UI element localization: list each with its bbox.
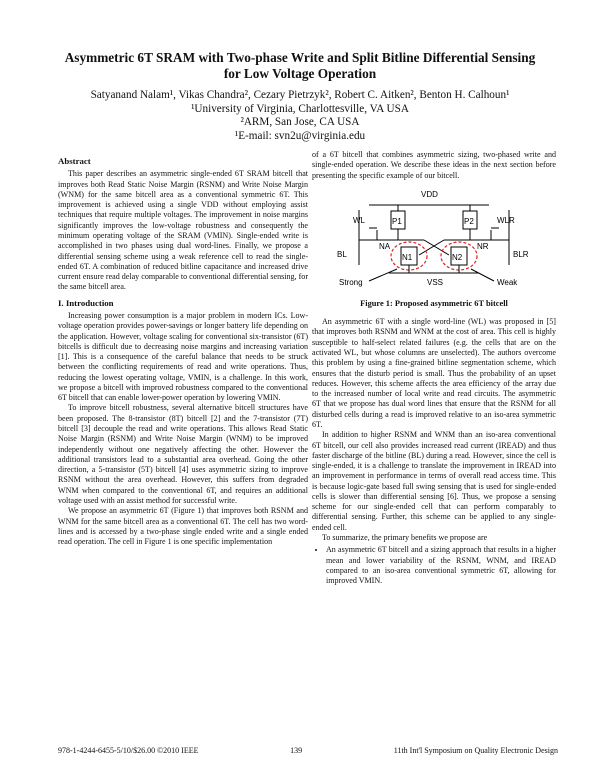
right-column	[312, 150, 556, 586]
vdd-label: VDD	[421, 189, 438, 199]
abstract-text: This paper describes an asymmetric single-ended 6T SRAM bitcell that improves both Read Static Noise Margin (RSNM) and Write Noise Margin (WNM) for the same bitcell area as a conventional symmetric 6T. This improvement is achieved using a single VDD without employing assist techniques that require multiple voltages. The improvement in noise margins significantly improves the low-voltage robustness and consequently the minimum operating voltage of the SRAM (VMIN). Single-ended write is accomplished in two phases using dual word-lines. Finally, we propose a differential sensing scheme using a weak reference cell to read the single-ended 6T. A combination of reduced bitline capacitance and increased drive current ensure read delay comparable to conventional differential sensing, for the same bitcell area.	[58, 169, 308, 292]
left-column	[58, 156, 308, 547]
intro-paragraph-3: We propose an asymmetric 6T (Figure 1) that improves both RSNM and WNM for the same bitcell area as a conventional 6T. The cell has two word-lines and is accessed by a two-phase single ended write and a single ended read operation. The cell in Figure 1 is one specific implementation	[58, 506, 308, 547]
weak-label: Weak	[497, 277, 518, 287]
right-paragraph-2: An asymmetric 6T with a single word-line (WL) was proposed in [5] that improves both RSNM and WNM at the cost of area. This cell is highly susceptible to half-select related failures (e.g. the cells that are on the activated WL, but whose columns are unselected). The authors overcome this problem by using a fine-grained bitline segmentation scheme, which ensures that the disturb period is small. Thus the probability of an upset reduces. However, this scheme affects the area efficiency of the array due to the increased number of local write and read circuits. The asymmetric 6T that we propose has dual word lines that ensure that the RSNM for all disturbed cells during a read is improved relative to an iso-area symmetric 6T.	[312, 317, 556, 429]
n2-label: N2	[452, 252, 463, 262]
paper-title	[40, 50, 560, 82]
list-item: • An asymmetric 6T bitcell and a sizing approach that results in a higher mean and lower variability of the RSNM, WNM, and IREAD compared to an iso-area conventional symmetric 6T, allowing for improved VMIN.	[326, 545, 556, 586]
author-block	[40, 89, 560, 143]
benefits-list	[312, 545, 556, 586]
intro-paragraph-2: To improve bitcell robustness, several alternative bitcell structures have been proposed. The 8-transistor (8T) bitcell [2] and the 7-transistor (7T) bitcell [3] decouple the read and write operations. This allows Read Static Noise Margin (RSNM) and Write Noise Margin (WNM) to be improved independently without one negatively affecting the other. However the additional transistors lead to a substantial area overhead. Going the other direction, a 5-transistor (5T) bitcell [4] uses asymmetric sizing to improve RSNM without the area overhead. However, this suffers from degraded WNM when compared to the conventional 6T, and requires an additional voltage used with an assist method for successful write.	[58, 403, 308, 505]
right-paragraph-3: In addition to higher RSNM and WNM than an iso-area conventional 6T bitcell, our cell also provides increased read current (IREAD) and thus faster discharge of the bitline (BL) during a read. However, since the cell is single-ended, it is a challenge to translate the improvement in IREAD into an improvement in performance in terms of overall read access time. This is because logic-gate based full swing sensing that is used for single-ended cells is slower than differential sensing [6]. Thus, we propose a sensing scheme for our single-ended cell that can perform comparably to differential sensing. Further, this scheme can be applied to any single-ended cell.	[312, 430, 556, 532]
footer-venue: 11th Int'l Symposium on Quality Electronic Design	[393, 746, 558, 755]
intro-paragraph-1: Increasing power consumption is a major problem in modern ICs. Low-voltage operation provides power-savings or longer battery life depending on the application. However, voltage scaling for conventional six-transistor (6T) bitcells is difficult due to decreasing noise margins and increasing variation [1]. This is a consequence of the careful balance that needs to be struck between the conflicting requirements of read and write operations. Thus, reducing the lowest operating voltage, VMIN, is a challenge. In this work, we propose a bitcell with improved robustness compared to the conventional 6T bitcell that can enable lower-power operation by lowering VMIN.	[58, 310, 308, 403]
bitcell-schematic	[329, 185, 539, 295]
affiliation-2: ²ARM, San Jose, CA USA	[240, 116, 360, 129]
figure-caption: Figure 1: Proposed asymmetric 6T bitcell	[360, 298, 508, 308]
bl-label: BL	[337, 249, 347, 259]
wlr-label: WLR	[497, 215, 515, 225]
wl-label: WL	[353, 215, 365, 225]
right-paragraph-1: of a 6T bitcell that combines asymmetric sizing, two-phased write and single-ended operation. We describe these ideas in the next section before presenting the specific example of our bitcell.	[312, 150, 556, 180]
authors: Satyanand Nalam¹, Vikas Chandra², Cezary Pietrzyk², Robert C. Aitken², Benton H. Calhoun¹	[90, 89, 510, 101]
title-line-2: for Low Voltage Operation	[223, 66, 377, 81]
page-number: 139	[290, 746, 303, 755]
affiliation-1: ¹University of Virginia, Charlottesville, VA USA	[191, 102, 409, 115]
right-paragraph-4: To summarize, the primary benefits we propose are	[322, 533, 488, 543]
footer-isbn: 978-1-4244-6455-5/10/$26.00 ©2010 IEEE	[58, 746, 199, 755]
title-line-1: Asymmetric 6T SRAM with Two-phase Write and Split Bitline Differential Sensing	[64, 50, 536, 65]
na-label: NA	[379, 241, 391, 251]
blr-label: BLR	[513, 249, 529, 259]
vss-label: VSS	[427, 277, 444, 287]
p1-label: P1	[392, 216, 402, 226]
email: ¹E-mail: svn2u@virginia.edu	[234, 129, 366, 142]
intro-heading: I. Introduction	[58, 297, 114, 308]
page-footer	[58, 746, 558, 755]
p2-label: P2	[464, 216, 474, 226]
nr-label: NR	[477, 241, 489, 251]
n1-label: N1	[402, 252, 413, 262]
abstract-heading: Abstract	[58, 156, 91, 166]
strong-label: Strong	[339, 277, 363, 287]
